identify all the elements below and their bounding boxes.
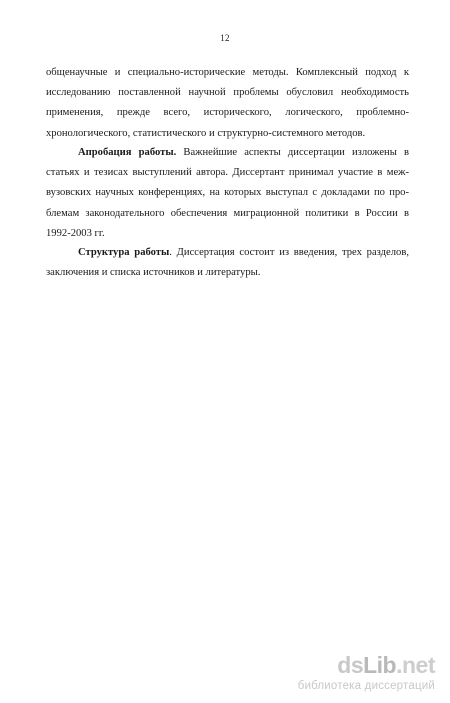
text-line: общенаучные и специально-исторические методы. Комплексный подход к: [46, 67, 409, 78]
dslib-watermark: [270, 652, 445, 697]
paragraph-approbation: [46, 143, 409, 244]
text-line: статьях и тезисах выступлений автора. Диссертант принимал участие в меж-: [46, 167, 409, 179]
paragraph-methods: [46, 63, 409, 144]
text-line: [46, 143, 409, 163]
page-number: 12: [220, 33, 230, 43]
text-line: хронологического, статистического и структурно-системного методов.: [46, 127, 366, 139]
text-line: заключения и списка источников и литературы.: [46, 267, 261, 279]
approbation-heading: Апробация работы.: [78, 147, 177, 158]
text-line: [46, 243, 409, 263]
structure-first-line-text: . Диссертация состоит из введения, трех разделов,: [169, 247, 409, 258]
structure-heading: Структура работы: [78, 247, 170, 258]
text-line: исследованию поставленной научной проблемы обусловил необходимость: [46, 87, 409, 99]
text-line: блемам законодательного обеспечения миграционной политики в России в: [46, 207, 409, 219]
dslib-logo: dsLib.net: [337, 652, 435, 678]
text-line: вузовских научных конференциях, на которых выступал с докладами по про-: [46, 187, 409, 199]
approbation-first-line-text: Важнейшие аспекты диссертации изложены в: [176, 147, 409, 158]
text-line: применения, прежде всего, исторического, логического, проблемно-: [46, 107, 409, 119]
paragraph-structure: [46, 243, 409, 283]
text-line: 1992-2003 гг.: [46, 227, 105, 239]
dslib-subtitle: библиотека диссертаций: [297, 680, 435, 692]
